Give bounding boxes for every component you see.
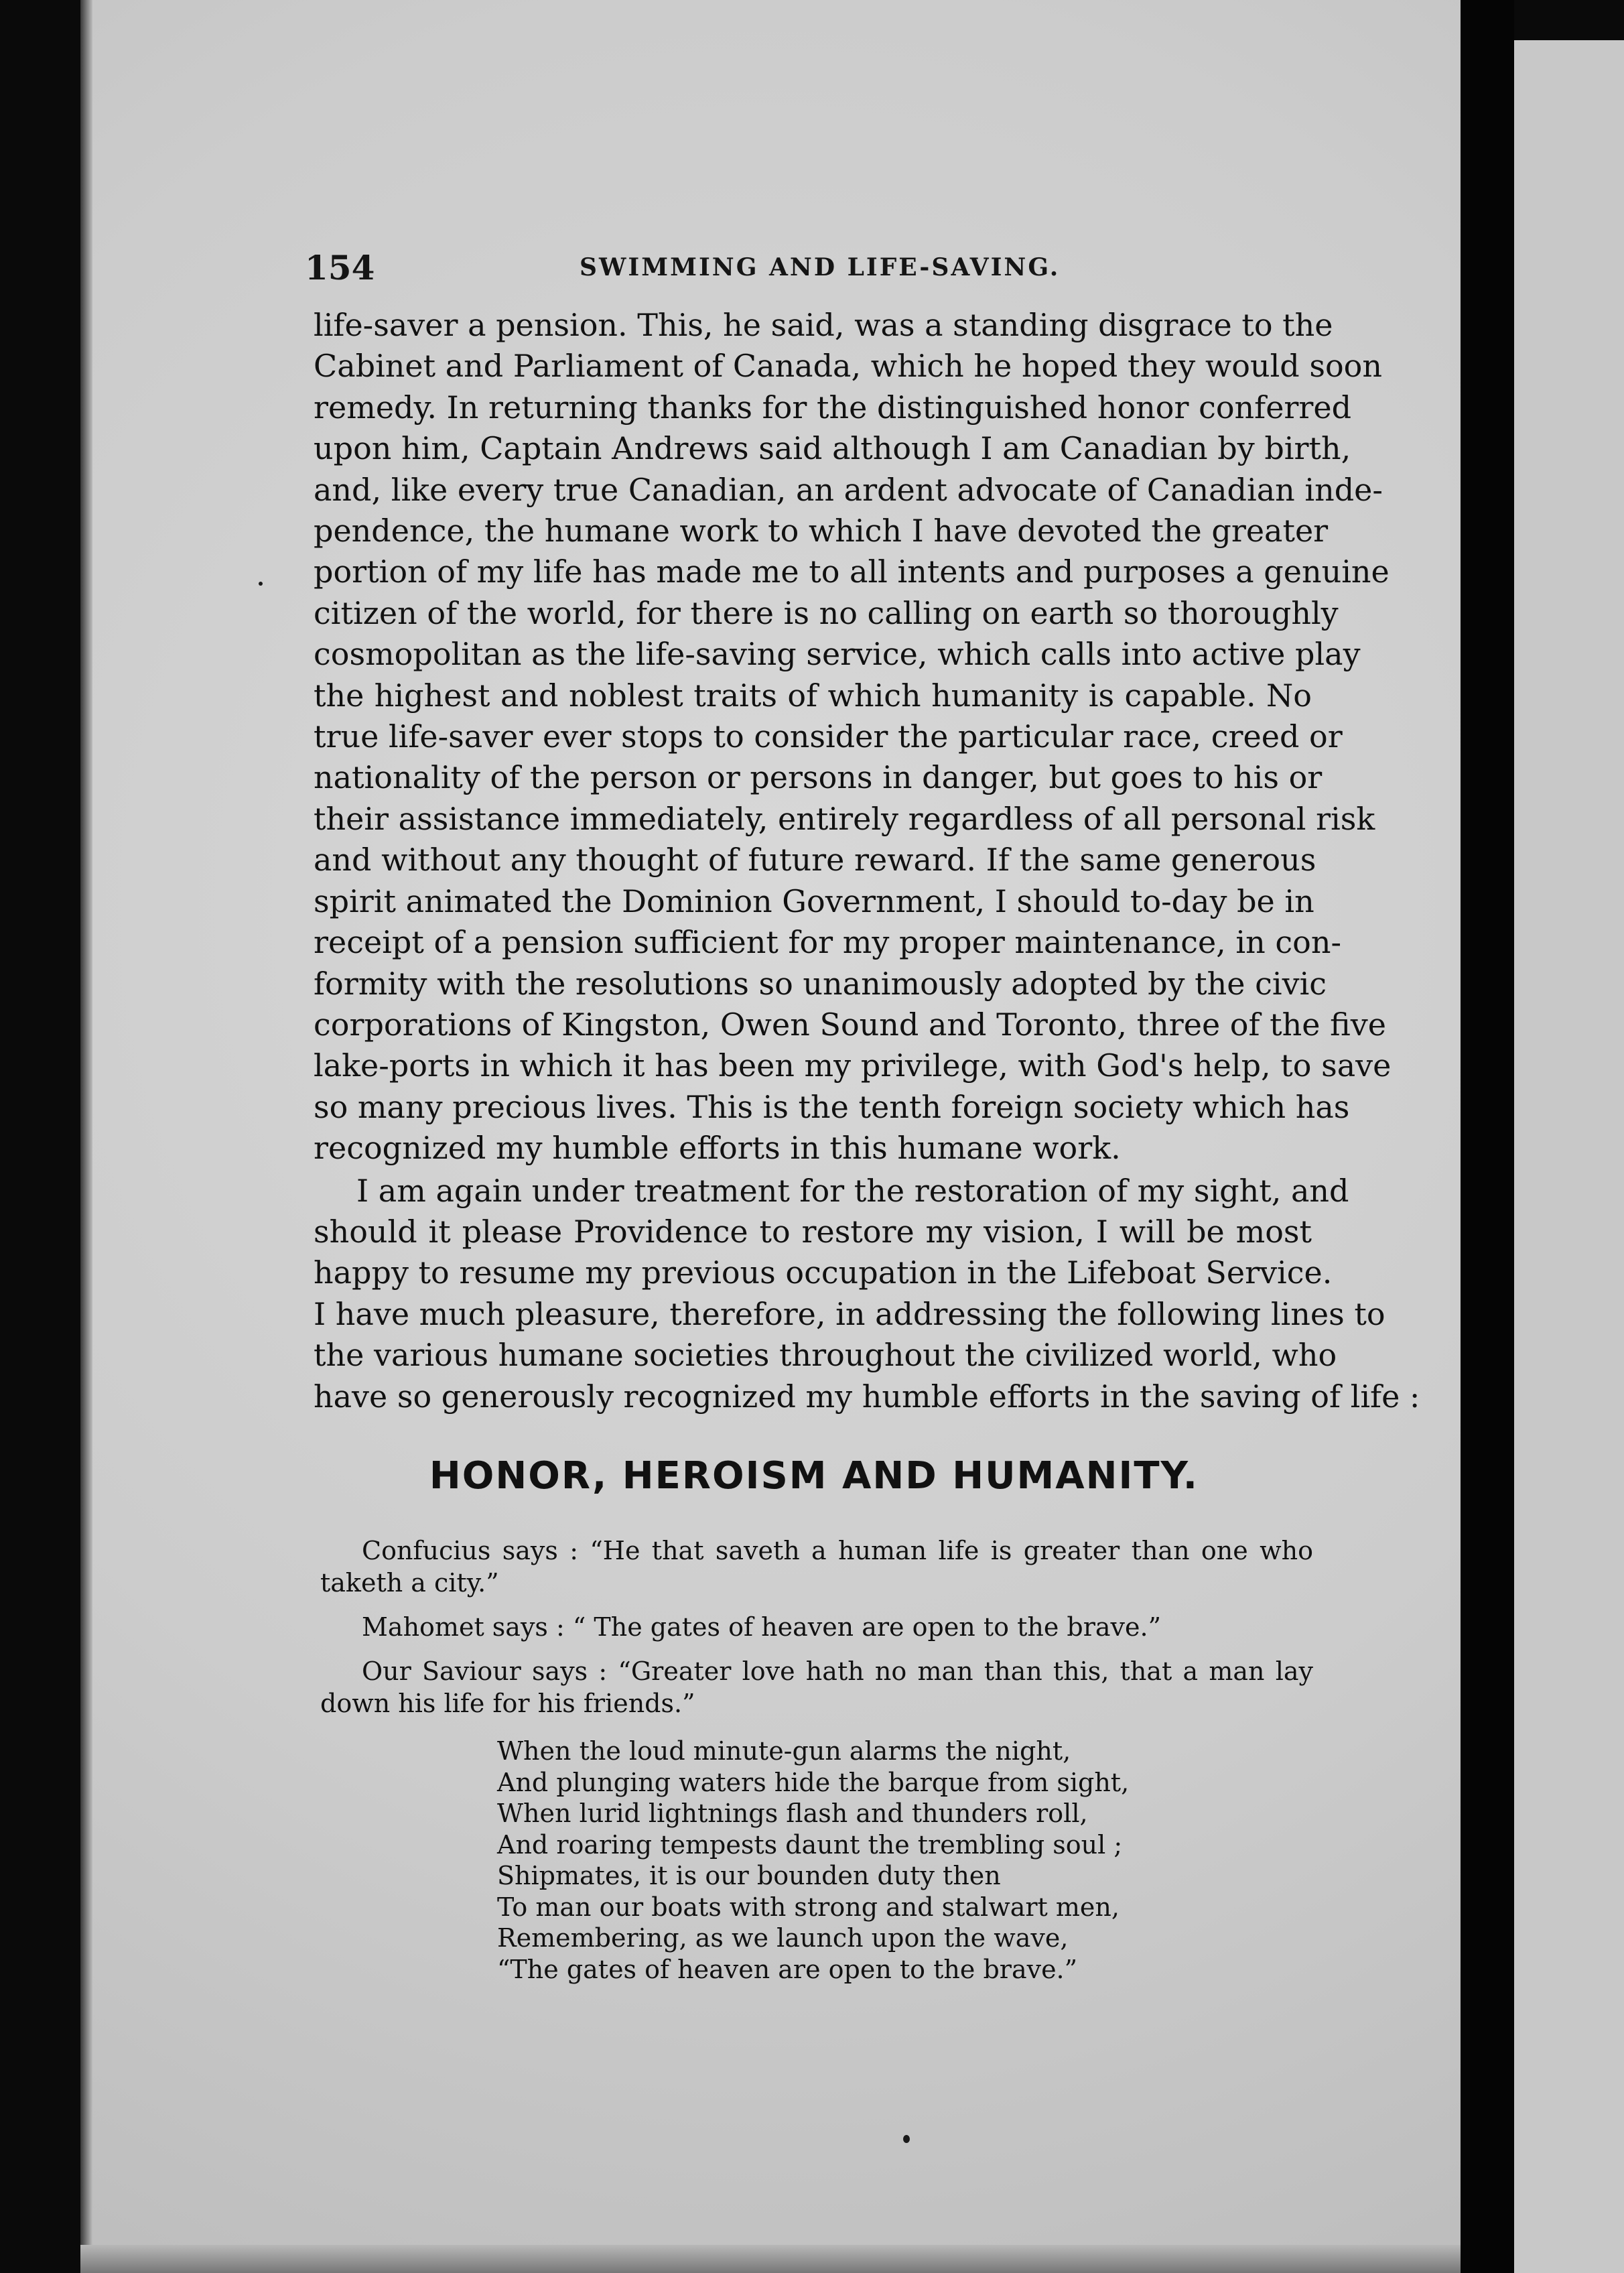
- body-line: nationality of the person or persons in danger, but goes to his or: [314, 759, 1323, 796]
- body-line: cosmopolitan as the life-saving service, which calls into active play: [314, 636, 1361, 673]
- body-line: and, like every true Canadian, an ardent advocate of Canadian inde-: [314, 471, 1383, 508]
- body-line: recognized my humble efforts in this humane work.: [314, 1130, 1121, 1167]
- body-line: spirit animated the Dominion Government, I should to-day be in: [314, 883, 1314, 919]
- body-line: portion of my life has made me to all intents and purposes a genuine: [314, 554, 1390, 590]
- epigraph-quotes: [320, 1535, 1313, 1732]
- body-line: corporations of Kingston, Owen Sound and Toronto, three of the five: [314, 1006, 1386, 1043]
- body-line: have so generously recognized my humble efforts in the saving of life :: [314, 1378, 1420, 1415]
- poem-title: HONOR, HEROISM AND HUMANITY.: [429, 1454, 1199, 1498]
- quote-line: Confucius says : “He that saveth a human life is greater than one who: [362, 1536, 1313, 1565]
- body-line: receipt of a pension sufficient for my proper maintenance, in con-: [314, 924, 1342, 961]
- epigraph-quote: [320, 1611, 1313, 1643]
- verse-line: And roaring tempests daunt the trembling soul ;: [497, 1829, 1123, 1860]
- epigraph-quote: [320, 1655, 1313, 1719]
- body-line: I am again under treatment for the restoration of my sight, and: [356, 1172, 1349, 1209]
- body-text: [314, 305, 1420, 1417]
- body-line: and without any thought of future reward. If the same generous: [314, 842, 1316, 879]
- verse-line: To man our boats with strong and stalwart men,: [497, 1892, 1120, 1922]
- body-line: upon him, Captain Andrews said although I am Canadian by birth,: [314, 430, 1351, 467]
- verse-line: Shipmates, it is our bounden duty then: [497, 1861, 1001, 1890]
- body-line: Cabinet and Parliament of Canada, which he hoped they would soon: [314, 348, 1382, 385]
- body-line: formity with the resolutions so unanimously adopted by the civic: [314, 965, 1327, 1002]
- quote-line: Our Saviour says : “Greater love hath no man than this, that a man lay: [362, 1657, 1313, 1686]
- quote-line: taketh a city.”: [320, 1568, 499, 1598]
- epigraph-quote: [320, 1535, 1313, 1599]
- body-line: life-saver a pension. This, he said, was a standing disgrace to the: [314, 307, 1333, 343]
- body-line: should it please Providence to restore my vision, I will be most: [314, 1213, 1312, 1250]
- ink-speck: [259, 582, 263, 586]
- quote-line: down his life for his friends.”: [320, 1689, 695, 1718]
- running-head: [305, 248, 1316, 295]
- verse-line: When lurid lightnings flash and thunders roll,: [497, 1799, 1088, 1828]
- body-line: the various humane societies throughout the civilized world, who: [314, 1337, 1337, 1374]
- book-gutter: [1461, 0, 1514, 2273]
- quote-line: Mahomet says : “ The gates of heaven are open to the brave.”: [362, 1612, 1162, 1642]
- facing-page-edge: [1514, 40, 1624, 2273]
- running-title: SWIMMING AND LIFE-SAVING.: [580, 253, 1061, 281]
- ink-speck: [903, 2135, 910, 2143]
- body-line: citizen of the world, for there is no calling on earth so thoroughly: [314, 594, 1339, 631]
- body-line: I have much pleasure, therefore, in addressing the following lines to: [314, 1295, 1385, 1332]
- body-line: their assistance immediately, entirely regardless of all personal risk: [314, 800, 1375, 837]
- body-line: pendence, the humane work to which I have devoted the greater: [314, 513, 1329, 549]
- page-bottom-edge: [80, 2245, 1461, 2273]
- body-line: true life-saver ever stops to consider the particular race, creed or: [314, 718, 1343, 755]
- verse-line: And plunging waters hide the barque from sight,: [497, 1767, 1130, 1797]
- body-line: happy to resume my previous occupation in the Lifeboat Service.: [314, 1254, 1333, 1291]
- body-line: the highest and noblest traits of which humanity is capable. No: [314, 677, 1312, 714]
- verse-line: “The gates of heaven are open to the brave.”: [497, 1954, 1078, 1984]
- page-left-edge: [80, 0, 92, 2273]
- body-line: so many precious lives. This is the tenth foreign society which has: [314, 1088, 1350, 1125]
- verse-line: Remembering, as we launch upon the wave,: [497, 1923, 1069, 1953]
- body-line: remedy. In returning thanks for the distinguished honor conferred: [314, 389, 1352, 426]
- verse-line: When the loud minute-gun alarms the night,: [497, 1736, 1071, 1766]
- page-number: 154: [305, 248, 375, 287]
- body-line: lake-ports in which it has been my privilege, with God's help, to save: [314, 1047, 1392, 1084]
- verse: [497, 1736, 1234, 1985]
